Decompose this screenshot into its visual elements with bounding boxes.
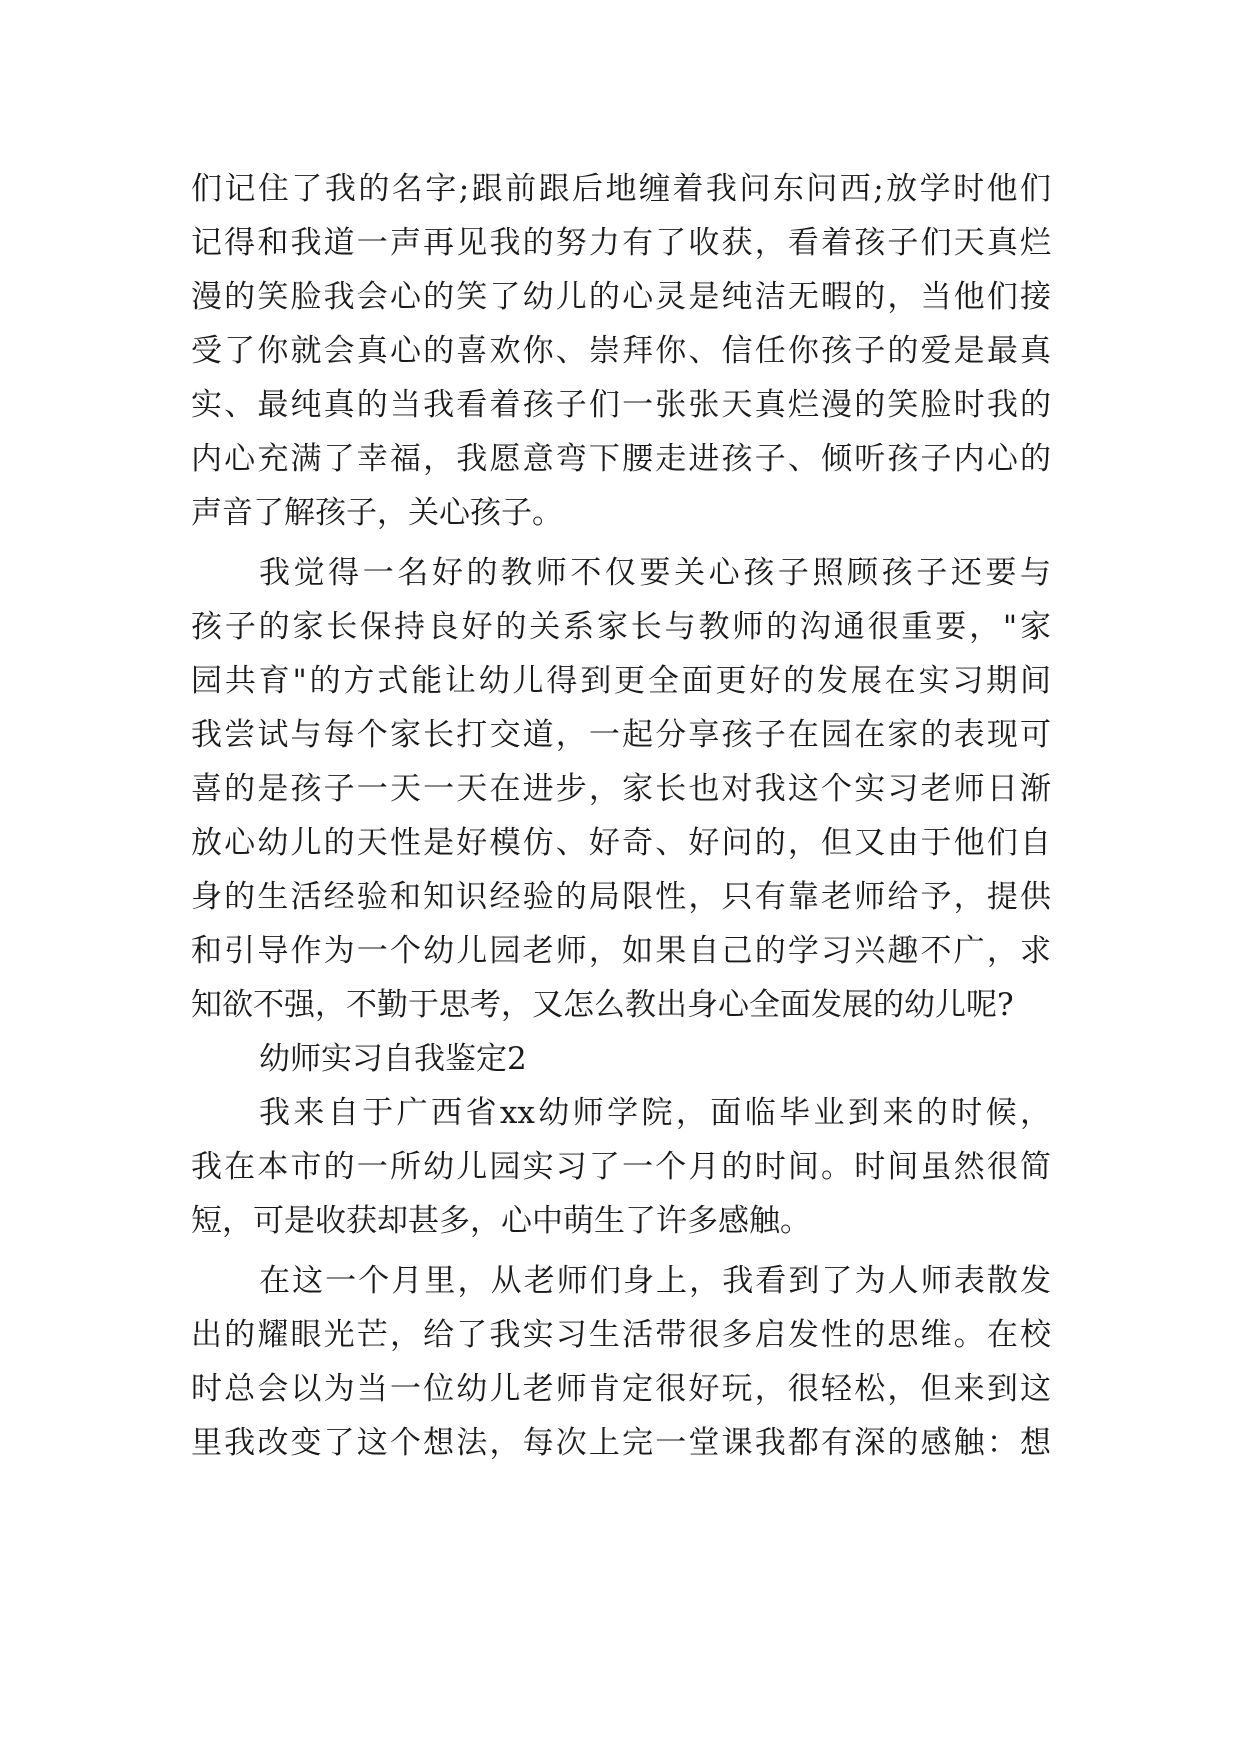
text-line: 记得和我道一声再见我的努力有了收获，看着孩子们天真烂 — [191, 225, 1051, 261]
text-line: 身的生活经验和知识经验的局限性，只有靠老师给予，提供 — [191, 879, 1051, 915]
text-line: 知欲不强，不勤于思考，又怎么教出身心全面发展的幼儿呢? — [191, 987, 1014, 1023]
text-line: 们记住了我的名字;跟前跟后地缠着我问东问西;放学时他们 — [191, 171, 1051, 207]
text-line: 放心幼儿的天性是好模仿、好奇、好问的，但又由于他们自 — [191, 825, 1051, 861]
text-line: 短，可是收获却甚多，心中萌生了许多感触。 — [191, 1203, 811, 1239]
text-line: 我在本市的一所幼儿园实习了一个月的时间。时间虽然很简 — [191, 1149, 1051, 1185]
text-line: 和引导作为一个幼儿园老师，如果自己的学习兴趣不广，求 — [191, 933, 1051, 969]
text-line: 里我改变了这个想法，每次上完一堂课我都有深的感触：想 — [191, 1425, 1051, 1461]
text-line: 内心充满了幸福，我愿意弯下腰走进孩子、倾听孩子内心的 — [191, 441, 1051, 477]
text-line: 出的耀眼光芒，给了我实习生活带很多启发性的思维。在校 — [191, 1317, 1051, 1353]
document-body — [191, 162, 1051, 1470]
text-line: 实、最纯真的当我看着孩子们一张张天真烂漫的笑脸时我的 — [191, 387, 1051, 423]
text-line: 我尝试与每个家长打交道，一起分享孩子在园在家的表现可 — [191, 717, 1051, 753]
text-line: 受了你就会真心的喜欢你、崇拜你、信任你孩子的爱是最真 — [191, 333, 1051, 369]
text-line: 我来自于广西省xx幼师学院，面临毕业到来的时候， — [259, 1095, 1051, 1131]
text-line: 我觉得一名好的教师不仅要关心孩子照顾孩子还要与 — [259, 555, 1051, 591]
text-line: 时总会以为当一位幼儿老师肯定很好玩，很轻松，但来到这 — [191, 1371, 1051, 1407]
text-line: 孩子的家长保持良好的关系家长与教师的沟通很重要，"家 — [191, 609, 1051, 645]
text-line: 喜的是孩子一天一天在进步，家长也对我这个实习老师日渐 — [191, 771, 1051, 807]
text-line: 在这一个月里，从老师们身上，我看到了为人师表散发 — [259, 1263, 1051, 1299]
text-line: 漫的笑脸我会心的笑了幼儿的心灵是纯洁无暇的，当他们接 — [191, 279, 1051, 315]
text-line: 园共育"的方式能让幼儿得到更全面更好的发展在实习期间 — [191, 663, 1051, 699]
text-line: 声音了解孩子，关心孩子。 — [191, 495, 563, 531]
section-heading: 幼师实习自我鉴定2 — [259, 1041, 527, 1077]
